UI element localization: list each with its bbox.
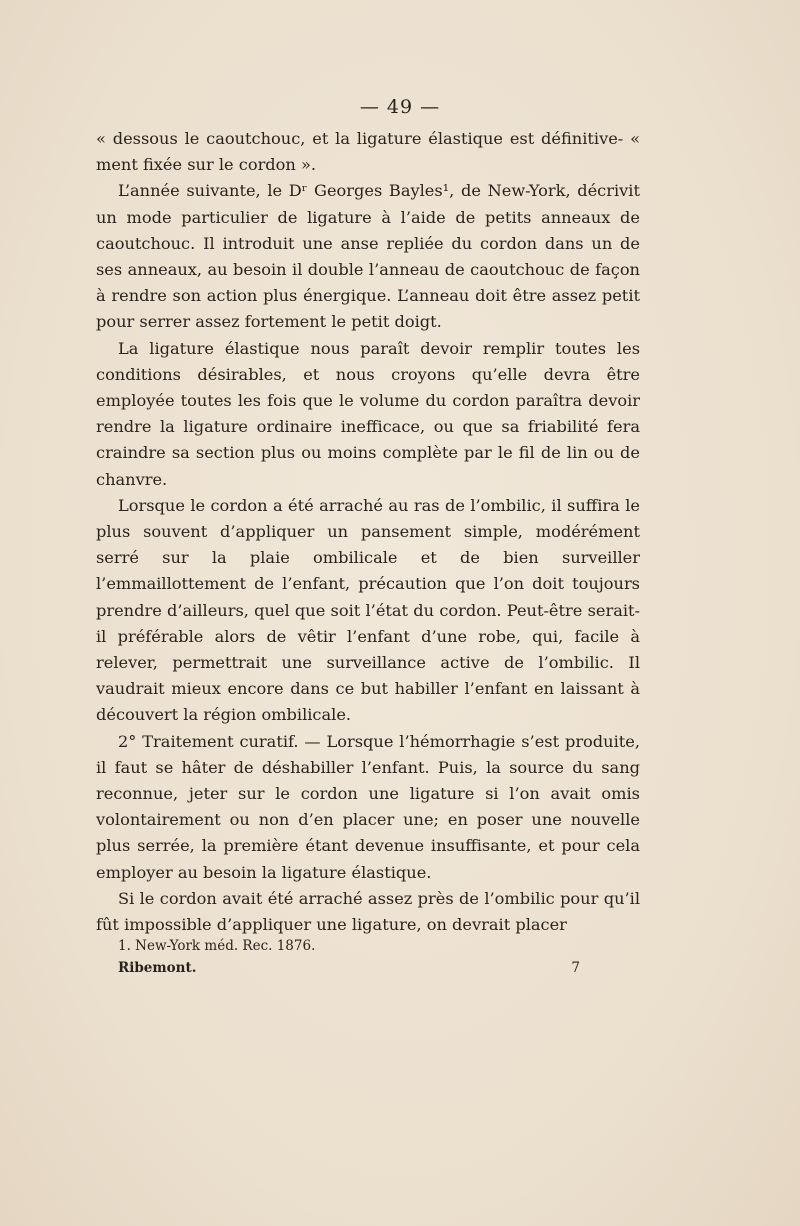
- footnote: 1. New-York méd. Rec. 1876.: [118, 938, 316, 954]
- paragraph-2: L’année suivante, le Dʳ Georges Bayles¹, de New-York, décrivit un mode particulier de ligature à l’aide de petits anneaux de caoutchouc. Il introduit une anse repliée du cordon dans un de ses anneaux, au besoin il double l’anneau de caoutchouc de façon à rendre son action plus énergique. L’anneau doit être assez petit pour serrer assez fortement le petit doigt.: [96, 181, 640, 332]
- printer-signature: [118, 956, 580, 980]
- signature-name: Ribemont.: [118, 960, 197, 976]
- paragraph-1: « dessous le caoutchouc, et la ligature élastique est définitive- « ment fixée sur le cordon ».: [96, 129, 640, 175]
- paragraph-3: La ligature élastique nous paraît devoir remplir toutes les conditions désirables, et nous croyons qu’elle devra être employée toutes les fois que le volume du cordon paraîtra devoir rendre la ligature ordinaire inefficace, ou que sa friabilité fera craindre sa section plus ou moins complète par le fil de lin ou de chanvre.: [96, 338, 640, 489]
- signature-number: 7: [571, 960, 580, 976]
- paragraph-4: Lorsque le cordon a été arraché au ras de l’ombilic, il suffira le plus souvent d’appliquer un pansement simple, modérément serré sur la plaie ombilicale et de bien surveiller l’emmaillottement de l’enfant, précaution que l’on doit toujours prendre d’ailleurs, quel que soit l’état du cordon. Peut-être serait-il préférable alors de vêtir l’enfant d’une robe, qui, facile à relever, permettrait une surveillance active de l’ombilic. Il vaudrait mieux encore dans ce but habiller l’enfant en laissant à découvert la région ombilicale.: [96, 495, 640, 725]
- paragraph-5: 2° Traitement curatif. — Lorsque l’hémorrhagie s’est produite, il faut se hâter de déshabiller l’enfant. Puis, la source du sang reconnue, jeter sur le cordon une ligature si l’on avait omis volontairement ou non d’en placer une; en poser une nouvelle plus serrée, la première étant devenue insuffisante, et pour cela employer au besoin la ligature élastique.: [96, 731, 640, 882]
- paragraph-6: Si le cordon avait été arraché assez près de l’ombilic pour qu’il fût impossible d’appliquer une ligature, on devrait placer: [96, 888, 640, 935]
- body-text: [96, 126, 640, 938]
- page-number: — 49 —: [359, 96, 441, 118]
